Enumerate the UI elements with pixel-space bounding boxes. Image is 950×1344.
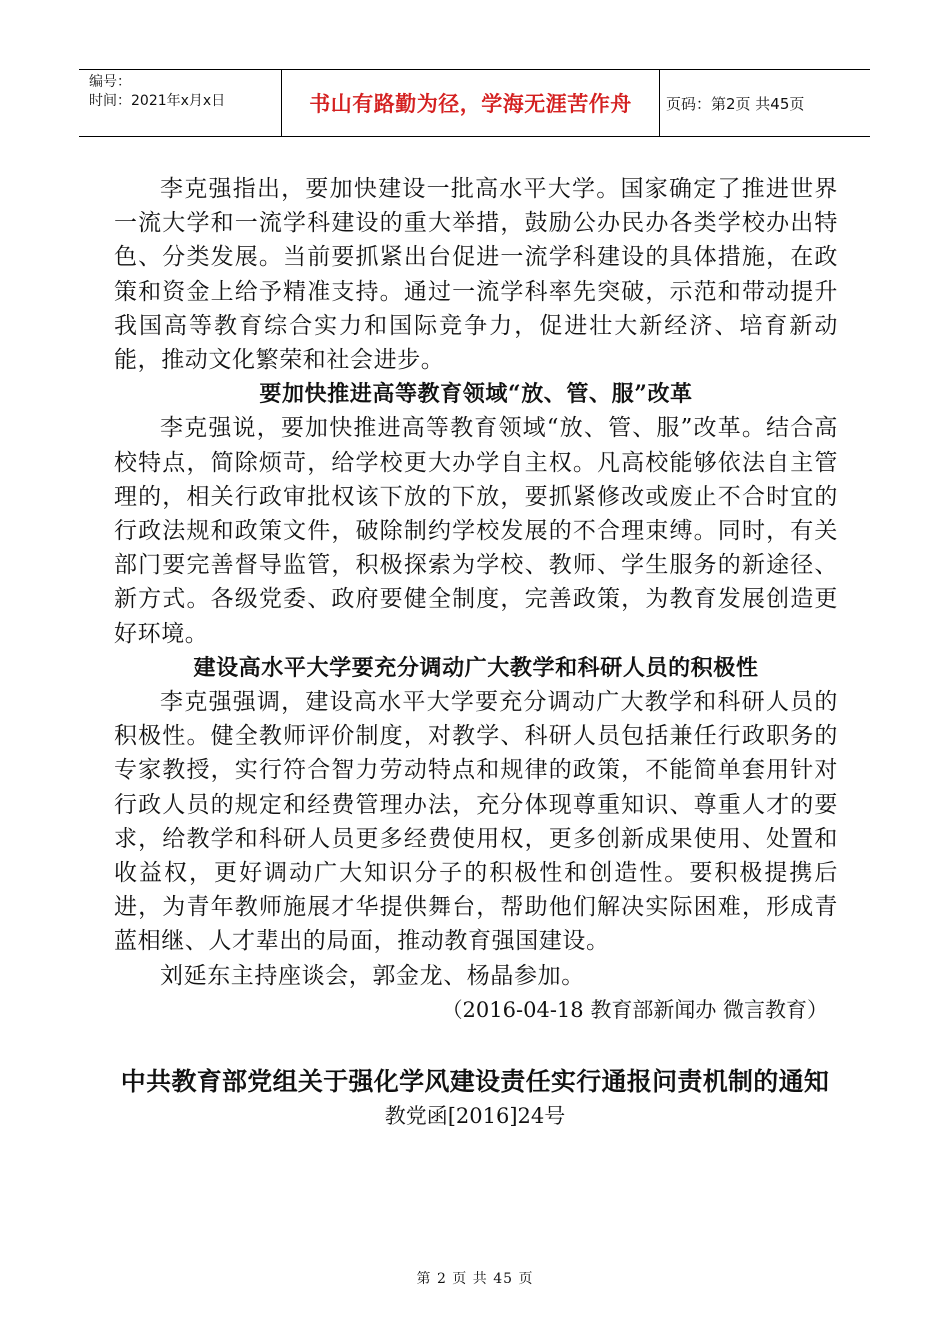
section-heading-1: 要加快推进高等教育领域“放、管、服”改革 [259,381,693,408]
notice-title: 中共教育部党组关于强化学风建设责任实行通报问责机制的通知 [120,1067,830,1096]
header-motto: 书山有路勤为径，学海无涯苦作舟 [282,70,660,136]
notice-number: 教党函[2016]24号 [384,1104,566,1128]
article-source: （2016-04-18 教育部新闻办 微言教育） [441,997,828,1022]
time-label: 时间：2021年x月x日 [89,93,226,109]
paragraph-2: 李克强说，要加快推进高等教育领域“放、管、服”改革。结合高校特点，简除烦苛，给学校更大办学自主权。凡高校能够依法自主管理的，相关行政审批权该下放的下放，要抓紧修改或废止不合时宜的行政法规和政策文件，破除制约学校发展的不合理束缚。同时，有关部门要完善督导监管，积极探索为学校、教师、学生服务的新途径、新方式。各级党委、政府要健全制度，完善政策，为教育发展创造更好环境。 [114,415,838,647]
paragraph-4: 刘延东主持座谈会，郭金龙、杨晶参加。 [160,962,585,989]
paragraph-1: 李克强指出，要加快建设一批高水平大学。国家确定了推进世界一流大学和一流学科建设的重大举措，鼓励公办民办各类学校办出特色、分类发展。当前要抓紧出台促进一流学科建设的具体措施，在政策和资金上给予精准支持。通过一流学科率先突破，示范和带动提升我国高等教育综合实力和国际竞争力，促进壮大新经济、培育新动能，推动文化繁荣和社会进步。 [114,176,838,374]
paragraph-3: 李克强强调，建设高水平大学要充分调动广大教学和科研人员的积极性。健全教师评价制度，对教学、科研人员包括兼任行政职务的专家教授，实行符合智力劳动特点和规律的政策，不能简单套用针对行政人员的规定和经费管理办法，充分体现尊重知识、尊重人才的要求，给教学和科研人员更多经费使用权，更多创新成果使用、处置和收益权，更好调动广大知识分子的积极性和创造性。要积极提携后进，为青年教师施展才华提供舞台，帮助他们解决实际困难，形成青蓝相继、人才辈出的局面，推动教育强国建设。 [114,689,838,955]
page-header [79,69,870,137]
section-heading-2: 建设高水平大学要充分调动广大教学和科研人员的积极性 [193,654,759,681]
article-body [114,172,838,1027]
header-page-label: 页码：第2页 共45页 [666,94,805,113]
header-meta [79,70,282,136]
page-footer: 第 2 页 共 45 页 [416,1271,534,1287]
number-label: 编号： [89,74,131,90]
